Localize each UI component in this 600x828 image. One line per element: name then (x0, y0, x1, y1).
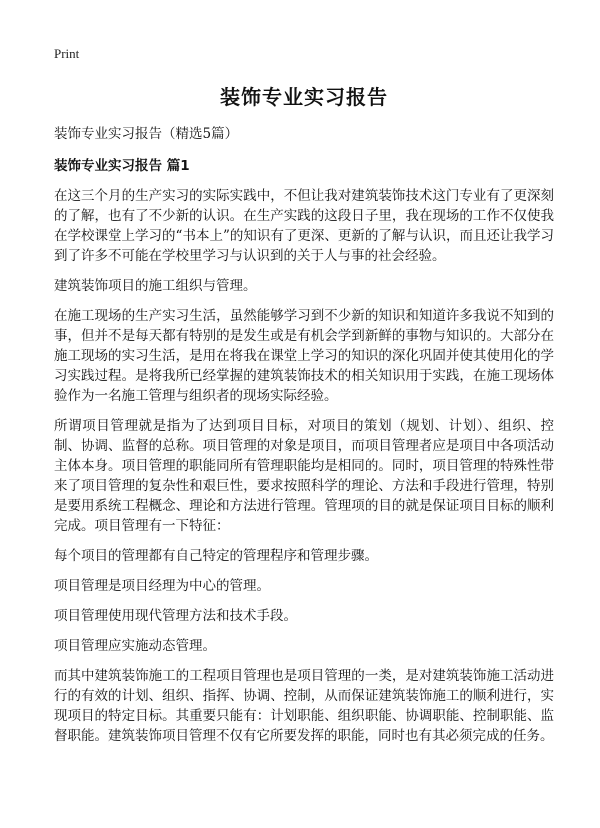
paragraph-4: 所谓项目管理就是指为了达到项目目标，对项目的策划（规划、计划）、组织、控制、协调、监督的总称。项目管理的对象是项目，而项目管理者应是项目中各项活动主体本身。项目管理的职能同所有管理职能均是相同的。同时，项目管理的特殊性带来了项目管理的复杂性和艰巨性，要求按照科学的理论、方法和手段进行管理，特别是要用系统工程概念、理论和方法进行管理。管理项的目的就是保证项目目标的顺利完成。项目管理有一下特征： (54, 418, 554, 534)
paragraph-6: 项目管理是项目经理为中心的管理。 (54, 578, 270, 594)
document-title: 装饰专业实习报告 (220, 85, 388, 109)
paragraph-2: 建筑装饰项目的施工组织与管理。 (54, 278, 257, 294)
paragraph-5: 每个项目的管理都有自己特定的管理程序和管理步骤。 (54, 548, 378, 564)
section-heading: 装饰专业实习报告 篇1 (54, 158, 190, 174)
paragraph-9: 而其中建筑装饰施工的工程项目管理也是项目管理的一类，是对建筑装饰施工活动进行的有效的计划、组织、指挥、协调、控制，从而保证建筑装饰施工的顺利进行，实现项目的特定目标。其重要只能有：计划职能、组织职能、协调职能、控制职能、监督职能。建筑装饰项目管理不仅有它所要发挥的职能，同时也有其必须完成的任务。 (54, 668, 554, 744)
paragraph-7: 项目管理使用现代管理方法和技术手段。 (54, 608, 297, 624)
document-subtitle: 装饰专业实习报告（精选5篇） (54, 126, 239, 142)
paragraph-1: 在这三个月的生产实习的实际实践中，不但让我对建筑装饰技术这门专业有了更深刻的了解，也有了不少新的认识。在生产实践的这段日子里，我在现场的工作不仅使我在学校课堂上学习的“书本上”的知识有了更深、更新的了解与认识，而且还让我学习到了许多不可能在学校里学习与认识到的关于人与事的社会经验。 (54, 188, 554, 264)
paragraph-3: 在施工现场的生产实习生活，虽然能够学习到不少新的知识和知道许多我说不知到的事，但并不是每天都有特别的是发生或是有机会学到新鲜的事物与知识的。大部分在施工现场的实习生活，是用在将我在课堂上学习的知识的深化巩固并使其使用化的学习实践过程。是将我所已经掌握的建筑装饰技术的相关知识用于实践，在施工现场体验作为一名施工管理与组织者的现场实际经验。 (54, 308, 554, 404)
paragraph-8: 项目管理应实施动态管理。 (54, 638, 216, 654)
print-link[interactable]: Print (54, 46, 80, 61)
